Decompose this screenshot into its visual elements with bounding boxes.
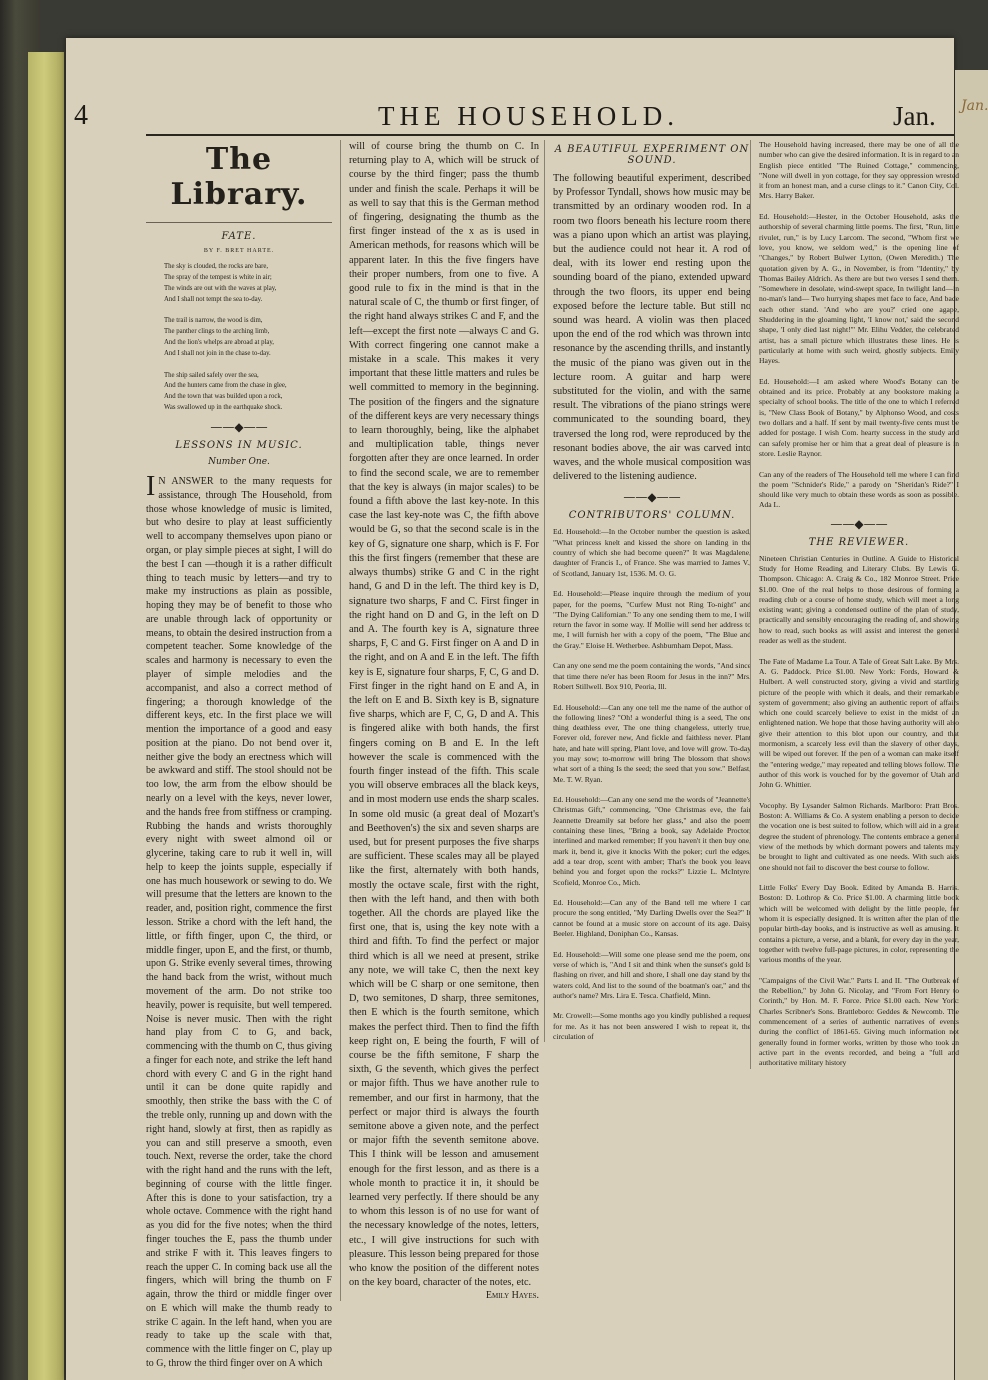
- page-number: 4: [74, 100, 88, 131]
- header-rule: [146, 134, 954, 136]
- contributors-title: CONTRIBUTORS' COLUMN.: [568, 510, 736, 522]
- column-2: [340, 140, 539, 1301]
- poem-title: FATE.: [221, 231, 257, 242]
- music-subtitle: Number One.: [208, 457, 270, 468]
- music-article-part1: IN ANSWER to the many requests for assistance, through The Household, from those whose knowledge of music is limited, but who desire to play at least sufficiently well to accompany themselves upon piano or organ, or play simple pieces at sight, I will do the best I can —though it is a rather difficult thing to teach music by letters—and try to make my instructions as plain as possible, hoping they may be of benefit to those who are unable through lack of opportunity or means, to obtain the desired instruction from a competent teacher. Some knowledge of the scales and harmony is necessary to even the player of simple melodies and the accompanist, and also a correct method of fingering; a thorough knowledge of the different keys, etc. In the first place we will mention the importance of a good and easy position at the piano. Do not bend over it, neither give the body an erectness which will be awkward and stiff. The stool should not be too low, the arm from the elbow should be nearly on a level with the keys, never lower, and the hands free from stiffness or cramping. Rubbing the hands and wrists thoroughly every night with sweet almond oil or glycerine, taking care to rub it well in, will help to keep the joints supple, especially if one has much housework or sewing to do. We will presume that the letters are known to the reader, and, position right, commence the first lesson. Strike a chord with the left hand, the little, or fifth finger, upon C, the third, or middle finger, upon E, and the first, or thumb, upon G. Strike evenly several times, throwing the hand back from the wrist, without much movement of the arm. Do not strike too heavily, power is requisite, but well tempered. Noise is never music. Then with the right hand play from C to G, and back, commencing with the thumb on C, thus giving a finger for each note, and strike the left hand chord with every C and G in the right hand until it can be done quite rapidly and smoothly, then strike the bass with the C of the treble only, running up and down with the right hand, slowly at first, then as rapidly as you can and still preserve a smooth, even touch. Next, reverse the order, take the chord with the right hand and the runs with the left, beginning of course with the little finger. After this is done to your satisfaction, try a whole octave. Commence with the right hand as you did for the five notes; when the third finger touches the E, pass the thumb under and strike F with it. This leaves fingers to reach the upper C. In coming back use all the fingers, which will bring the thumb on F again, throw the third or middle finger over on E which will make the thumb ready to strike C again. In the left hand, when you are ready to take up the scale with that, commence with the little finger on C, play up to G, throw the third finger over on A which: [146, 471, 332, 1370]
- reviewer-title: THE REVIEWER.: [808, 536, 910, 548]
- contributors-text: Ed. Household:—In the October number the question is asked, "What princess knelt and kissed the shore on landing in the country of which she had become queen?" It was Magdalene, daughter of Francis I., of France. She was married to James V., of Scotland, January 1st, 1536. M. O. G. Ed. Household:—Please inquire through the medium of your paper, for the poems, "Curfew Must not Ring To-night" and "The Dying Californian." To any one sending them to me, I will return the favor in some way. If Mollie will send her address to me, I will furnish her with a copy of the poem, "The Blue and the Gray." Eloise H. Wetherbee. Ashburnham Depot, Mass. Can any one send me the poem containing the words, "And since that time there ne'er has been Room for Jesus in the inn?" Mrs. Robert Stillwell. Box 910, Peoria, Ill. Ed. Household:—Can any one tell me the name of the author of the following lines? "Oh! a wonderful thing is a seed, The one thing deathless ever, The one thing changeless, utterly true, Forever old, forever new, And fickle and faithless never. Plant hate, and hate will spring, Plant love, and love will grow. To-day you may sow; to-morrow will bring The blossom that shows what sort of a thing Is the seed; the seed that you sow." Belfast, Me. T. W. Ryan. Ed. Household:—Can any one send me the words of "Jeannette's Christmas Gift," commencing, "One Christmas eve, the fair Jeannette Dreamily sat before her glass," and also the poem containing these lines, "Bring a book, say Adelaide Proctor, interlined and marked remember; If you haven't it then buy one, mark it, bend it, give it knocks With the poker; curl the edges, add a tear drop, scent with amber; That's the book you leave behind you and forget upon the rocks?" Lizzie L. McIntyre. Scofield, Monroe Co., Mich. Ed. Household:—Can any of the Band tell me where I can procure the song entitled, "My Darling Dwells over the Sea?" It cannot be found at a music store on account of its age. Daisy Beeler. Highland, Doniphan Co., Kansas. Ed. Household:—Will some one please send me the poem, one verse of which is, "And I sit and think when the sunset's gold Is flashing on river, and hill and shore, I shall one day stand by the waters cold, And list to the sound of the boatman's oar," and the author's name? Mrs. Lira E. Tesca. Chatfield, Minn. Mr. Crowell:—Some months ago you kindly published a request for me. As it has not been answered I wish to repeat it, the circulation of: [553, 527, 751, 1042]
- adjacent-page-month: Jan.: [961, 98, 988, 114]
- ornament-divider: ——◆——: [623, 490, 681, 505]
- music-article-part2: will of course bring the thumb on C. In returning play to A, which will be struck of course by the third finger; pass the thumb under and finish the scale. Perhaps it will be as well to say that this is the German method of fingering, designating the thumb as the first finger instead of the x as is used in American methods, for reasons which will be apparent later. In this the five fingers have their proper numbers, from one to five. A good rule to fix in the mind is that in the natural scale of C, the thumb or first finger, of the right hand always strikes C and F, and the left—except the first note —always C and G. With correct fingering one cannot make a mistake in a scale. This makes it very important that these little matters and rules be well committed to memory in the beginning. The position of the fingers and the signature of the different keys are very necessary things to learn thoroughly, being, like the alphabet and multiplication table, things never forgotten after they are once learned. In order to find the second scale, we are to remember that the key is always (in major scales) to be found a fifth above the last key-note. In this case the last key-note was C, the fifth above would be G, so that the second scale is in the key of G, signature one sharp, which is F. For this the first fingers (remember that these are always thumbs) strike G and C in the right hand, G and D in the left. The third key is D, signature two sharps, F and C. First finger in the right hand on D and G, in the left on D and A. The fourth key is A, signature three sharps, F, C and G. First finger on A and D in the right, and on A and E in the left. The fifth key is E, signature four sharps, F, C, G and D. First finger in the right hand on E and A, in the left on E and B. Sixth key is B, signature five sharps, which are F, C, G, D and A. This is fingered alike with both hands, the first fingers coming on B and E. In the left however the scale is commenced with the fourth finger instead of the fifth. This scale you will observe embraces all the black keys, and in most modern use ends the sharp scales. In some old music (a great deal of Mozart's and Beethoven's) the six and seven sharps are used, but for present purposes the five sharps are sufficient. These scales may all be played like the first, alternately with both hands, mostly the octave scale, first with the right, then with the left hand, and then with both together. All the chords are played like the first one, that is, using the key note with a third and fifth. To find the perfect or major third which is all we need at present, strike any note, we will take C, then the next key which will be C sharp or one semitone, then D, two semitones, D sharp, three semitones, then E which is the fourth semitone, which makes the perfect third. Then to find the fifth keep right on, E being the fourth, F will of course be the fifth semitone, F sharp the sixth, G the seventh, which gives the perfect or major fifth. Thus we have another rule to remember, and our first in harmony, that the perfect or major third is always the fourth semitone above a given note, and the perfect or major fifth the seventh semitone above. This I think will be lesson and amusement enough for the first lesson, and as there is a whole month to practice it in, it should be learned very perfectly. If there should be any to whom this lesson is of no use for want of the necessary knowledge of the notes, letters, etc., I will give instructions for such with pleasure. This lesson being prepared for those who know the position of the different notes on the key board, character of the notes, etc.: [349, 141, 539, 1289]
- masthead-month: Jan.: [893, 101, 936, 131]
- experiment-text: The following beautiful experiment, described by Professor Tyndall, shows how music may be transmitted by an ordinary wooden rod. In a room two floors beneath his lecture room there was a piano upon which an artist was playing, but the audience could not hear it. A rod of deal, with its lower end resting upon the sounding board of the piano, extended upward through the two floors, its upper end being exposed before the lecture table. But still no sound was heard. A violin was then placed upon the end of the rod which was thrown into resonance by the ascending thrills, and instantly the music of the piano was given out in the lecture room. A guitar and harp were substituted for the violin, and with the same result. The vibrations of the piano strings were communicated to the sounding board, they traversed the long rod, were reproduced by the resonant bodies above, the air was carved into waves, and the whole musical composition was delivered to the listening audience.: [553, 173, 751, 483]
- column-3: [544, 140, 751, 1042]
- column-1: [146, 140, 332, 1371]
- column-4: [750, 140, 959, 1069]
- ornament-divider: ——◆——: [210, 420, 268, 435]
- poem-author: BY F. BRET HARTE.: [203, 248, 275, 254]
- divider: [146, 222, 332, 223]
- experiment-title: A BEAUTIFUL EXPERIMENT ON SOUND.: [554, 144, 750, 166]
- music-signature: Emily Hayes.: [485, 1290, 539, 1302]
- poem-text: The sky is clouded, the rocks are bare, The spray of the tempest is white in air; The winds are out with the waves at play, And I shall not tempt the sea to-day. The trail is narrow, the wood is dim, The panther clings to the arching limb, And the lion's whelps are abroad at play, And I shall not join in the chase to-day. The ship sailed safely over the sea, And the hunters came from the chase in glee, And the town that was builded upon a rock, Was swallowed up in the earthquake shock.: [164, 263, 287, 412]
- reviewer-text: Nineteen Christian Centuries in Outline. A Guide to Historical Study for Home Reading and Literary Clubs. By Lewis G. Thompson. Chicago: A. Craig & Co., 182 Monroe Street. Price $1.00. One of the real helps to those desirous of forming a reading club or a course of home study, which will meet a long existing want; giving a condensed outline of the plan of study, practically and sensibly encouraging the reading of, and showing how to read, such books as will assist and interest the general reader as well as the student. The Fate of Madame La Tour. A Tale of Great Salt Lake. By Mrs. A. G. Paddock. Price $1.00. New York: Fords, Howard & Hulbert. A well constructed story, giving a vivid and startling picture of the people with which it deals, and their remarkable system of government; also giving an authentic report of affairs which one could scarcely believe to exist in the midst of an enlightened nation. We hope that those having authority will also give their attention to this blot upon our country, and that mormonism, a scarcely less evil than the slavery of other days, will be wiped out forever. If the pen of a woman can make itself the "entering wedge," may repeated and telling blows follow. The author of this work is vouched for by the governor of Utah and John G. Whittier. Vocophy. By Lysander Salmon Richards. Marlboro: Pratt Bros. Boston: A. Williams & Co. A system enabling a person to decide the vocation one is best suited to follow, which will aid in a great degree the student of phrenology. The contents embrace a general view of the methods by which dormant powers and talents may be brought to light and cultivated as one needs. With such aids one should not fail to discover the best course to follow. Little Folks' Every Day Book. Edited by Amanda B. Harris. Boston: D. Lothrop & Co. Price $1.00. A charming little book which will be welcomed with delight by the little people, for whom it is especially designed. It is written after the plan of the popular birth-day books, and is instructive as well as amusing. It contains a picture, a verse, and a blank, for every day in the year, together with twelve full-page pictures, in color, representing the various months of the year. "Campaigns of the Civil War." Parts I. and II. "The Outbreak of the Rebellion," by John G. Nicolay, and "From Fort Henry to Corinth," by Hon. M. F. Force. Price $1.00 each. New York: Charles Scribner's Sons. Brattleboro: Geddes & Newcomb. The commencement of a series of authentic narratives of events during the conflict of 1861-65. Giving much information not generally found in former works, written by those who took an active part in the events recorded, and being a "full and authoritative military history: [759, 553, 959, 1068]
- ornament-divider: ——◆——: [830, 516, 888, 531]
- music-title: LESSONS IN MUSIC.: [175, 440, 303, 452]
- green-page-edge: [28, 52, 64, 1380]
- adjacent-page-edge: [955, 70, 988, 1380]
- library-heading: The Library.: [170, 142, 308, 212]
- queries-text: The Household having increased, there may be one of all the number who can give the desired information. It is in regard to an English piece entitled "The Ruined Cottage," commencing, "None will dwell in yon cottage, for they say oppression wrested it from an honest man, and a curse clings to it." Canon City, Col. Mrs. Harry Baker. Ed. Household:—Hester, in the October Household, asks the authorship of several charming little poems. The first, "Run, little rivulet, run," is by Lucy Larcom. The second, "Whom first we love, you know, we seldom wed," is the opening line of "Changes," by Robert Bulwer Lytton, (Owen Meredith.) The quotation given by A. G., in November, is from "Identity," by Thomas Bailey Aldrich. As there are but two verses I send them. "Somewhere in desolate, wind-swept space, In twilight land—in no-man's land— Two hurrying shapes met face to face, And bade each other stand. 'And who are you?' cried one agape, Shuddering in the gloaming light, 'I know not,' said the second shape, 'I only died last night!'" Mr. Elihu Vedder, the celebrated artist, has a small picture which illustrates these lines. He is particularly at home with such weird, ghostly subjects. Emily Hayes. Ed. Household:—I am asked where Wood's Botany can be obtained and its price. Probably at any bookstore making a specialty of school books. The title of the one to which I referred is, "New Class Book of Botany," by Alphonso Wood, and costs two dollars and a half. If sent by mail twenty-five cents must be added for postage. I wish Com. hearty success in the study and can safely promise her or him that a great deal of pleasure is in store. Leslie Raynor. Can any of the readers of The Household tell me where I can find the poem "Schnider's Ride," a parody on "Sheridan's Ride?" I should like very much to obtain these words as soon as possible. Ada L.: [759, 140, 959, 510]
- masthead-title: THE HOUSEHOLD.: [378, 101, 679, 131]
